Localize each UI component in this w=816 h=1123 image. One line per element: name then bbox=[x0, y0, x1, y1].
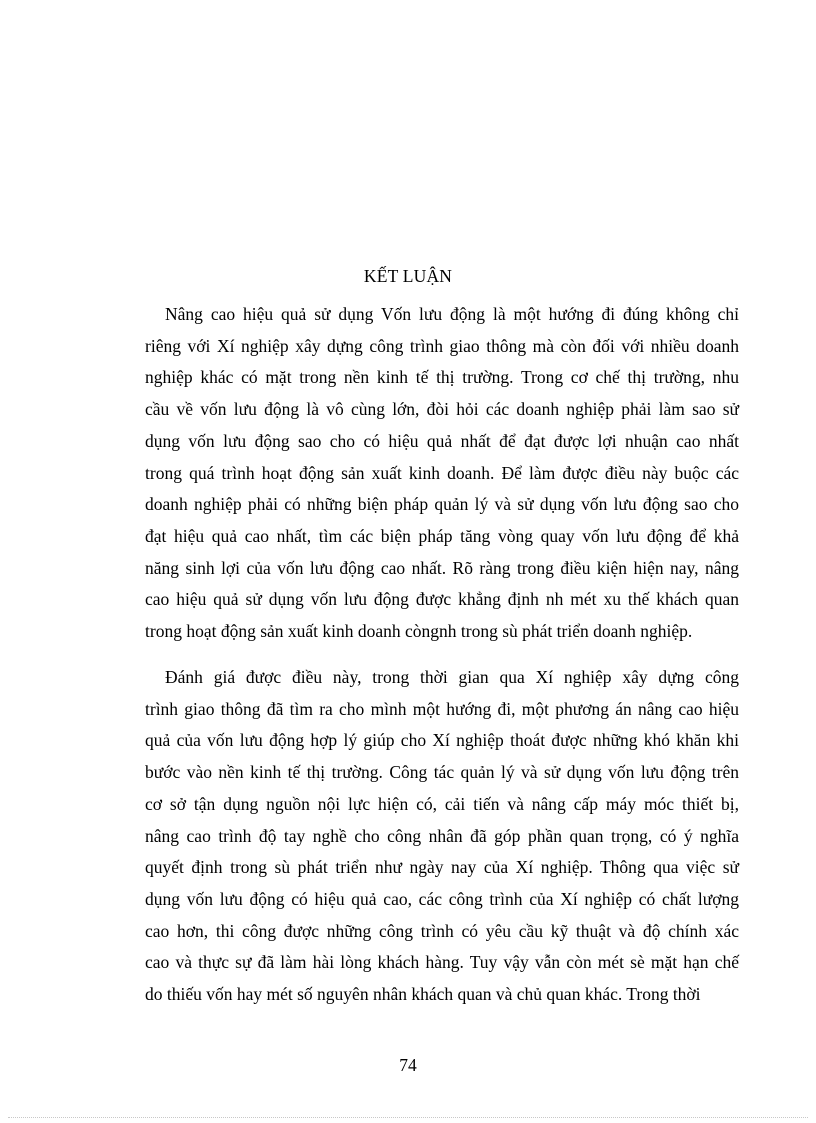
paragraph-line: dụng vốn lưu động có hiệu quả cao, các công trình của Xí nghiệp có chất lượng bbox=[145, 888, 739, 909]
paragraph-line: do thiếu vốn hay mét số nguyên nhân khách quan và chủ quan khác. Trong thời bbox=[145, 984, 701, 1005]
paragraph-line: cao và thực sự đã làm hài lòng khách hàng. Tuy vậy vẫn còn mét sè mặt hạn chế bbox=[145, 952, 739, 973]
paragraph-line: trong quá trình hoạt động sản xuất kinh doanh. Để làm được điều này buộc các bbox=[145, 462, 739, 483]
paragraph-line: năng sinh lợi của vốn lưu động cao nhất. Rõ ràng trong điều kiện hiện nay, nâng bbox=[145, 557, 739, 578]
paragraph-line: nghiệp khác có mặt trong nền kinh tế thị trường. Trong cơ chế thị trường, nhu bbox=[145, 367, 739, 388]
paragraph-line: đạt hiệu quả cao nhất, tìm các biện pháp tăng vòng quay vốn lưu động để khả bbox=[145, 525, 739, 546]
paragraph-line: bước vào nền kinh tế thị trường. Công tác quản lý và sử dụng vốn lưu động trên bbox=[145, 762, 739, 783]
paragraph-line: quả của vốn lưu động hợp lý giúp cho Xí nghiệp thoát được những khó khăn khi bbox=[145, 730, 739, 751]
paragraph-line: nâng cao trình độ tay nghề cho công nhân đã góp phần quan trọng, có ý nghĩa bbox=[145, 825, 739, 846]
paragraph-line: Đánh giá được điều này, trong thời gian qua Xí nghiệp xây dựng công bbox=[165, 667, 739, 687]
paragraph-line: cầu về vốn lưu động là vô cùng lớn, đòi hỏi các doanh nghiệp phải làm sao sử bbox=[145, 399, 739, 420]
page-bottom-divider bbox=[8, 1117, 808, 1118]
paragraph-line: Nâng cao hiệu quả sử dụng Vốn lưu động là một hướng đi đúng không chỉ bbox=[165, 304, 739, 324]
paragraph-line: cao hiệu quả sử dụng vốn lưu động được khẳng định nh mét xu thế khách quan bbox=[145, 589, 739, 610]
paragraph-2 bbox=[145, 662, 739, 1011]
paragraph-line: riêng với Xí nghiệp xây dựng công trình giao thông mà còn đối với nhiều doanh bbox=[145, 335, 739, 356]
paragraph-1 bbox=[145, 299, 739, 648]
paragraph-line: trình giao thông đã tìm ra cho mình một hướng đi, một phương án nâng cao hiệu bbox=[145, 698, 739, 719]
paragraph-line: doanh nghiệp phải có những biện pháp quản lý và sử dụng vốn lưu động sao cho bbox=[145, 494, 739, 515]
paragraph-line: trong hoạt động sản xuất kinh doanh còngnh trong sù phát triển doanh nghiệp. bbox=[145, 621, 693, 642]
paragraph-line: quyết định trong sù phát triển như ngày nay của Xí nghiệp. Thông qua việc sử bbox=[145, 857, 739, 878]
paragraph-line: cao hơn, thi công được những công trình có yêu cầu kỹ thuật và độ chính xác bbox=[145, 920, 739, 941]
paragraph-line: cơ sở tận dụng nguồn nội lực hiện có, cải tiến và nâng cấp máy móc thiết bị, bbox=[145, 793, 739, 814]
paragraph-line: dụng vốn lưu động sao cho có hiệu quả nhất để đạt được lợi nhuận cao nhất bbox=[145, 430, 739, 451]
section-title: KẾT LUẬN bbox=[363, 266, 453, 286]
page-number: 74 bbox=[399, 1055, 417, 1075]
